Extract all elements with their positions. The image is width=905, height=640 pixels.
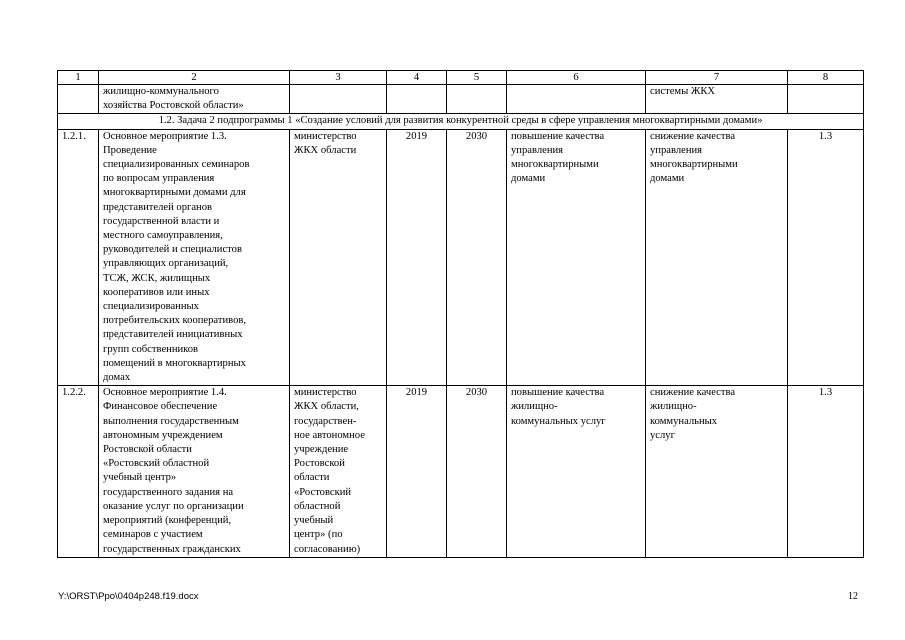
cell-name: Основное мероприятие 1.3. Проведение специализированных семинаров по вопросам управления многоквартирными домами для представителей органов государственной власти и местного самоуправления, руководителей и специалистов управляющих организаций, ТСЖ, ЖСК, жилищных кооперативов или иных специализированных потребительских кооперативов, представителей инициативных групп собственников помещений в многоквартирных домах [99, 129, 290, 386]
program-table [57, 70, 864, 558]
cell-executor: министерство ЖКХ области [290, 129, 387, 386]
cell-empty [387, 85, 447, 114]
footer-file-path: Y:\ORST\Ppo\0404p248.f19.docx [58, 591, 199, 602]
column-number: 4 [387, 71, 447, 85]
cell-link: 1.3 [788, 129, 864, 386]
table-row [58, 386, 864, 557]
cell-empty [58, 85, 99, 114]
column-number: 1 [58, 71, 99, 85]
column-number: 6 [507, 71, 646, 85]
cell-empty [447, 85, 507, 114]
cell-number: 1.2.2. [58, 386, 99, 557]
cell-start-year: 2019 [387, 129, 447, 386]
table-row [58, 129, 864, 386]
cell-result: повышение качества жилищно- коммунальных услуг [507, 386, 646, 557]
continuation-row [58, 85, 864, 114]
page-number: 12 [848, 591, 858, 602]
cell-empty [507, 85, 646, 114]
cell-consequence: системы ЖКХ [646, 85, 788, 114]
cell-name: жилищно-коммунального хозяйства Ростовской области» [99, 85, 290, 114]
column-number: 8 [788, 71, 864, 85]
cell-name: Основное мероприятие 1.4. Финансовое обеспечение выполнения государственным автономным учреждением Ростовской области «Ростовский областной учебный центр» государственного задания на оказание услуг по организации мероприятий (конференций, семинаров с участием государственных гражданских [99, 386, 290, 557]
cell-consequence: снижение качества жилищно- коммунальных услуг [646, 386, 788, 557]
cell-consequence: снижение качества управления многоквартирными домами [646, 129, 788, 386]
cell-link: 1.3 [788, 386, 864, 557]
cell-empty [788, 85, 864, 114]
cell-end-year: 2030 [447, 129, 507, 386]
cell-result: повышение качества управления многоквартирными домами [507, 129, 646, 386]
cell-start-year: 2019 [387, 386, 447, 557]
cell-empty [290, 85, 387, 114]
column-number: 7 [646, 71, 788, 85]
cell-executor: министерство ЖКХ области, государствен- ное автономное учреждение Ростовской области «Ростовский областной учебный центр» (по согласованию) [290, 386, 387, 557]
task-row [58, 114, 864, 129]
column-number: 3 [290, 71, 387, 85]
cell-number: 1.2.1. [58, 129, 99, 386]
column-number: 2 [99, 71, 290, 85]
column-number: 5 [447, 71, 507, 85]
column-number-row [58, 71, 864, 85]
cell-end-year: 2030 [447, 386, 507, 557]
task-title: 1.2. Задача 2 подпрограммы 1 «Создание условий для развития конкурентной среды в сфере управления многоквартирными домами» [58, 114, 864, 129]
